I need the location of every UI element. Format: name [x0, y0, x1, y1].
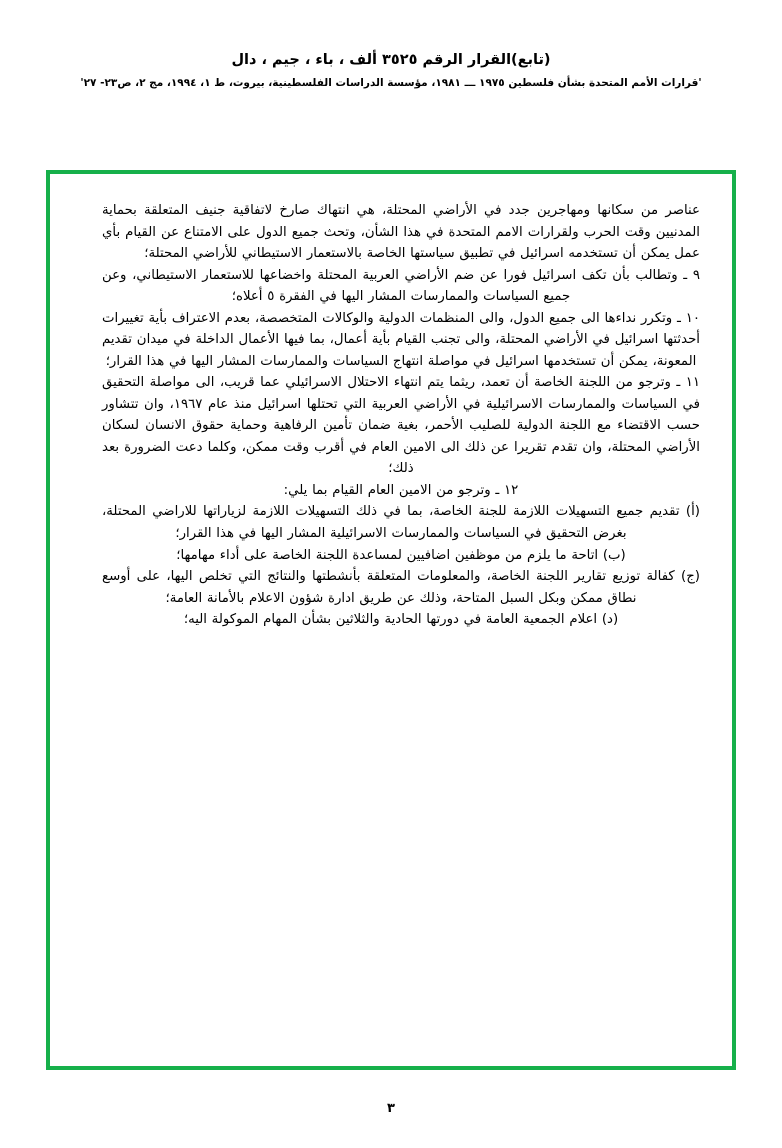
green-border-frame	[46, 170, 736, 1070]
paragraph: (ج) كفالة توزيع تقارير اللجنة الخاصة، والمعلومات المتعلقة بأنشطتها والنتائج التي تخلص اليها، على أوسع نطاق ممكن وبكل السبل المتاحة، وذلك عن طريق ادارة شؤون الاعلام بالأمانة العامة؛	[102, 569, 700, 606]
page-subtitle: 'قرارات الأمم المتحدة بشأن فلسطين ١٩٧٥ ـــ ١٩٨١، مؤسسة الدراسات الفلسطينية، بيروت، ط ١، ١٩٩٤، مج ٢، ص٢٣- ٢٧'	[80, 77, 702, 89]
paragraph: ١١ ـ وترجو من اللجنة الخاصة أن تعمد، ريثما يتم انتهاء الاحتلال الاسرائيلي عما قريب، الى مواصلة التحقيق في السياسات والممارسات الاسرائيلية في الأراضي العربية التي تحتلها اسرائيل منذ عام ١٩٦٧، وان تتشاور حسب الاقتضاء مع اللجنة الدولية للصليب الأحمر، بغية ضمان تأمين الرفاهية وحماية حقوق الانسان لسكان الأراضي المحتلة، وان تقدم تقريرا عن ذلك الى الامين العام في أقرب وقت ممكن، وكلما دعت الضرورة بعد ذلك؛	[102, 375, 700, 477]
page-title: (تابع)القرار الرقم ٣٥٢٥ ألف ، باء ، جيم ، دال	[231, 52, 551, 68]
paragraph: ١٠ ـ وتكرر نداءها الى جميع الدول، والى المنظمات الدولية والوكالات المتخصصة، بعدم الاعتراف بأية تغييرات أحدثتها اسرائيل في الأراضي المحتلة، والى تجنب القيام بأية أعمال، بما فيها الأعمال الداخلة في ميدان تقديم المعونة، يمكن أن تستخدمها اسرائيل في مواصلة انتهاج السياسات والممارسات المشار اليها في هذا القرار؛	[102, 310, 700, 369]
paragraph: ١٢ ـ وترجو من الامين العام القيام بما يلي:	[283, 482, 519, 498]
page-number: ٣	[387, 1101, 395, 1116]
document-body	[50, 174, 740, 651]
document-page	[0, 52, 782, 1148]
document-header	[0, 52, 782, 89]
paragraph: (ب) اتاحة ما يلزم من موظفين اضافيين لمساعدة اللجنة الخاصة على أداء مهامها؛	[176, 547, 626, 563]
paragraph: (أ) تقديم جميع التسهيلات اللازمة للجنة الخاصة، بما في ذلك التسهيلات اللازمة لزياراتها للاراضي المحتلة، بغرض التحقيق في السياسات والممارسات الاسرائيلية المشار اليها في هذا القرار؛	[102, 504, 700, 541]
paragraph: عناصر من سكانها ومهاجرين جدد في الأراضي المحتلة، هي انتهاك صارخ لاتفاقية جنيف المتعلقة بحماية المدنيين وقت الحرب ولقرارات الامم المتحدة في هذا الشأن، وتحث جميع الدول على الامتناع عن القيام بأي عمل يمكن أن تستخدمه اسرائيل في تطبيق سياستها الخاصة بالاستعمار الاستيطاني للأراضي المحتلة؛	[102, 203, 700, 262]
paragraph: (د) اعلام الجمعية العامة في دورتها الحادية والثلاثين بشأن المهام الموكولة اليه؛	[183, 612, 619, 628]
paragraph: ٩ ـ وتطالب بأن تكف اسرائيل فورا عن ضم الأراضي العربية المحتلة واخضاعها للاستعمار الاستيطاني، وعن جميع السياسات والممارسات المشار اليها في الفقرة ٥ أعلاه؛	[102, 267, 700, 305]
